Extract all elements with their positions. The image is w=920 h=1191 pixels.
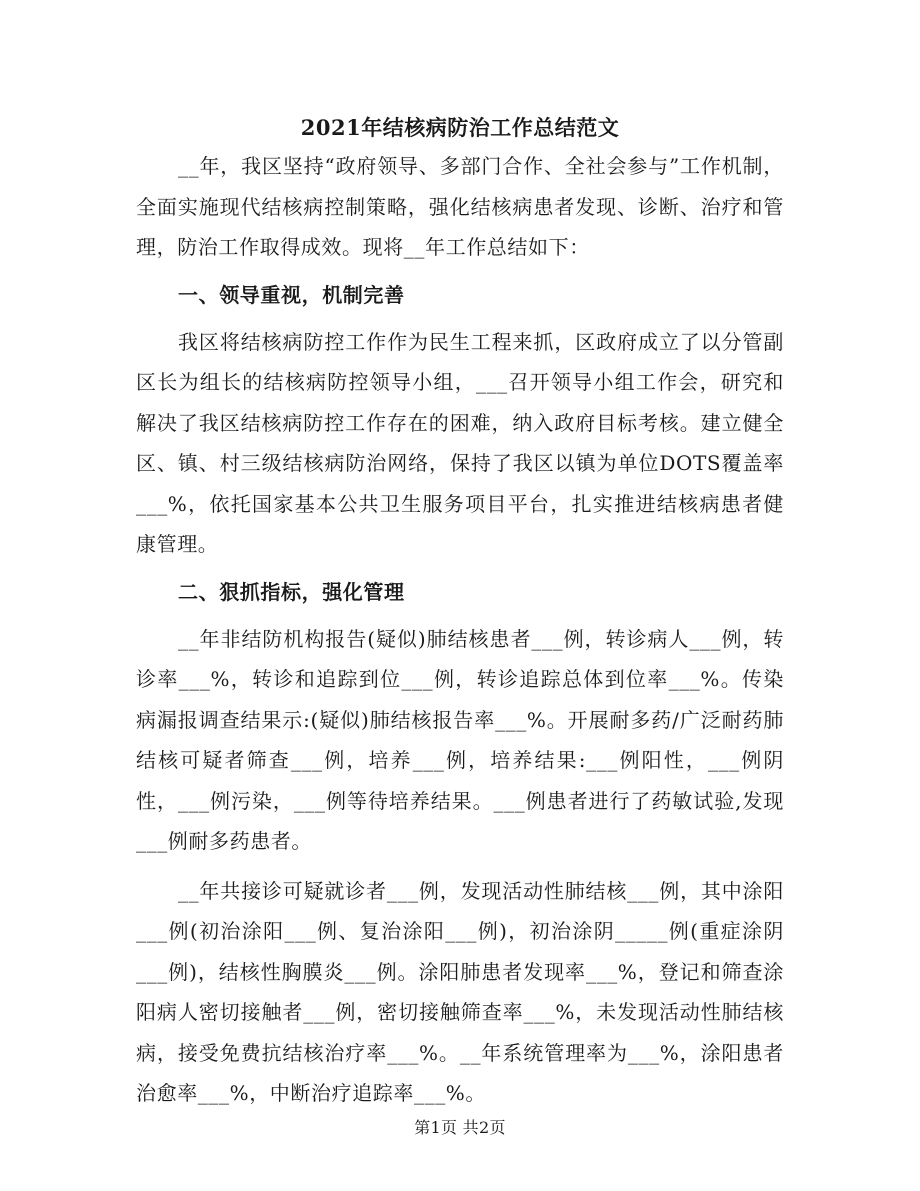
document-body — [136, 146, 784, 1114]
document-title: 2021年结核病防治工作总结范文 — [300, 115, 620, 140]
page-number: 第1页 共2页 — [414, 1118, 506, 1137]
section-2-paragraph-2: __年共接诊可疑就诊者___例，发现活动性肺结核___例，其中涂阳___例(初治涂阳___例、复治涂阳___例)，初治涂阴_____例(重症涂阴___例)，结核性胸膜炎___例。涂阳肺患者发现率___%，登记和筛查涂阳病人密切接触者___例，密切接触筛查率___%，未发现活动性肺结核病，接受免费抗结核治疗率___%。__年系统管理率为___%，涂阳患者治愈率___%，中断治疗追踪率___%。 — [136, 878, 784, 1105]
section-1-paragraph: 我区将结核病防控工作作为民生工程来抓，区政府成立了以分管副区长为组长的结核病防控领导小组，___召开领导小组工作会，研究和解决了我区结核病防控工作存在的困难，纳入政府目标考核。建立健全区、镇、村三级结核病防治网络，保持了我区以镇为单位DOTS覆盖率___%，依托国家基本公共卫生服务项目平台，扎实推进结核病患者健康管理。 — [136, 329, 784, 556]
section-2-heading: 二、狠抓指标，强化管理 — [178, 579, 405, 604]
section-2-paragraph-1: __年非结防机构报告(疑似)肺结核患者___例，转诊病人___例，转诊率___%，转诊和追踪到位___例，转诊追踪总体到位率___%。传染病漏报调查结果示:(疑似)肺结核报告率___%。开展耐多药/广泛耐药肺结核可疑者筛查___例，培养___例，培养结果:___例阳性，___例阴性，___例污染，___例等待培养结果。___例患者进行了药敏试验,发现___例耐多药患者。 — [136, 626, 784, 853]
section-1-heading: 一、领导重视，机制完善 — [178, 282, 405, 307]
paragraph-spacer — [136, 862, 784, 871]
intro-paragraph: __年，我区坚持“政府领导、多部门合作、全社会参与”工作机制，全面实施现代结核病控制策略，强化结核病患者发现、诊断、治疗和管理，防治工作取得成效。现将__年工作总结如下： — [136, 154, 784, 259]
